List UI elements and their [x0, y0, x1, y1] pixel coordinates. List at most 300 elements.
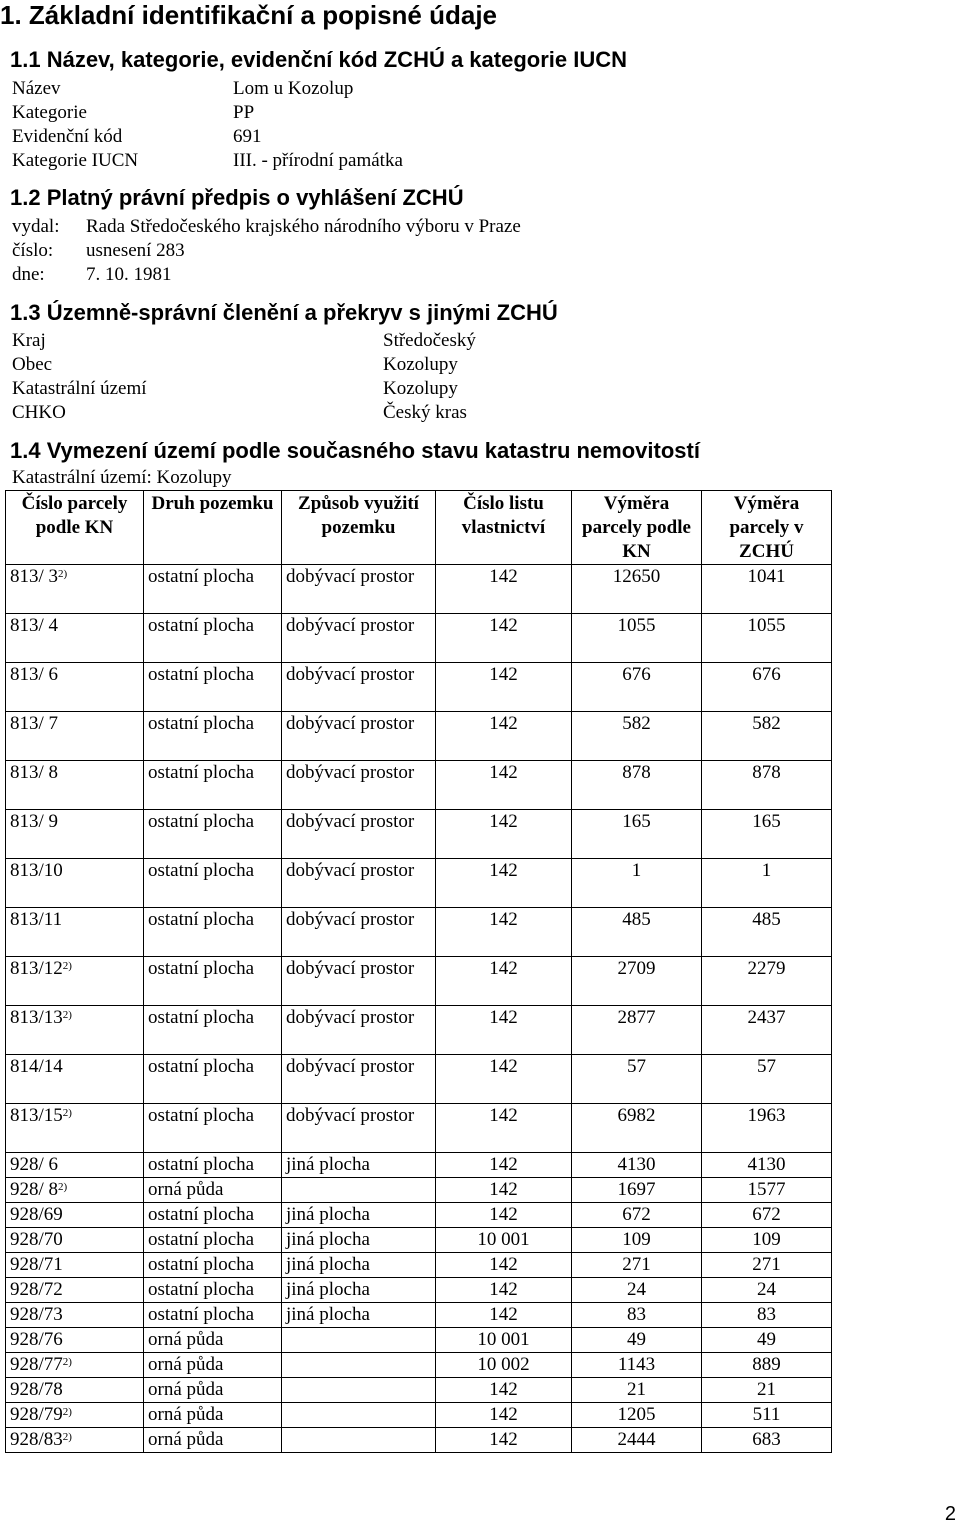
cell-parcel-number — [6, 957, 144, 1006]
cell-land-kind-text: orná půda — [148, 1429, 224, 1450]
cell-area-zchu-text: 1 — [761, 860, 772, 881]
cell-land-kind-text: ostatní plocha — [148, 1229, 255, 1250]
cell-area-zchu-text: 109 — [752, 1229, 781, 1250]
cell-land-kind — [144, 565, 282, 614]
cell-area-zchu-text: 1041 — [747, 566, 786, 587]
cell-land-kind — [144, 810, 282, 859]
table-row — [6, 1228, 832, 1253]
value-chko: Český kras — [383, 402, 467, 423]
cell-land-kind — [144, 1278, 282, 1303]
cell-area-kn — [572, 1428, 702, 1453]
cell-parcel-number — [6, 663, 144, 712]
header-land-use: Způsob využití pozemku — [282, 491, 436, 565]
cell-ownership-sheet — [436, 1328, 572, 1353]
cell-area-kn-text: 582 — [622, 713, 651, 734]
cell-land-use — [282, 1178, 436, 1203]
cell-land-kind — [144, 1006, 282, 1055]
cell-area-zchu-text: 2437 — [747, 1007, 786, 1028]
cell-parcel-number-text: 813/13 — [10, 1007, 63, 1028]
cell-area-zchu-text: 878 — [752, 762, 781, 783]
cell-land-use-text: dobývací prostor — [286, 909, 415, 930]
cell-parcel-number — [6, 1303, 144, 1328]
cell-area-kn-text: 485 — [622, 909, 651, 930]
cell-land-kind-text: ostatní plocha — [148, 713, 255, 734]
cell-area-kn-text: 57 — [627, 1056, 646, 1077]
cell-area-zchu — [702, 957, 832, 1006]
cell-area-kn-text: 1143 — [617, 1354, 656, 1375]
table-row — [6, 1328, 832, 1353]
cell-land-use — [282, 761, 436, 810]
cell-area-kn-text: 83 — [627, 1304, 646, 1325]
table-header-row — [6, 491, 832, 565]
cell-ownership-sheet-text: 142 — [489, 1404, 518, 1425]
cell-ownership-sheet-text: 142 — [489, 615, 518, 636]
table-row — [6, 1153, 832, 1178]
cell-area-zchu — [702, 859, 832, 908]
cell-land-kind — [144, 1428, 282, 1453]
cell-land-use-text: dobývací prostor — [286, 566, 415, 587]
footnote-marker: 2) — [62, 1406, 72, 1418]
cell-ownership-sheet-text: 10 001 — [477, 1229, 530, 1250]
cell-ownership-sheet — [436, 1178, 572, 1203]
cell-land-kind — [144, 1178, 282, 1203]
cell-ownership-sheet — [436, 1104, 572, 1153]
cell-parcel-number-text: 928/83 — [10, 1429, 63, 1450]
cell-area-kn — [572, 1153, 702, 1178]
value-vydal: Rada Středočeského krajského národního výboru v Praze — [86, 216, 521, 237]
table-row — [6, 614, 832, 663]
label-obec: Obec — [12, 354, 53, 375]
cell-parcel-number — [6, 712, 144, 761]
cell-parcel-number — [6, 908, 144, 957]
cell-area-zchu-text: 24 — [757, 1279, 776, 1300]
value-kategorie: PP — [233, 102, 255, 123]
cell-parcel-number-text: 813/10 — [10, 860, 63, 881]
cell-ownership-sheet-text: 142 — [489, 1007, 518, 1028]
cell-ownership-sheet-text: 142 — [489, 713, 518, 734]
cell-land-use-text: dobývací prostor — [286, 958, 415, 979]
cell-land-kind-text: ostatní plocha — [148, 1204, 255, 1225]
cell-parcel-number-text: 814/14 — [10, 1056, 63, 1077]
cell-area-kn-text: 109 — [622, 1229, 651, 1250]
cell-land-kind-text: ostatní plocha — [148, 1056, 255, 1077]
cell-land-kind-text: ostatní plocha — [148, 1105, 255, 1126]
cell-land-kind-text: orná půda — [148, 1354, 224, 1375]
label-chko: CHKO — [12, 402, 66, 423]
cell-land-kind — [144, 614, 282, 663]
cell-area-zchu-text: 1963 — [747, 1105, 786, 1126]
cell-area-kn — [572, 908, 702, 957]
cell-area-kn-text: 6982 — [617, 1105, 656, 1126]
cell-land-kind-text: orná půda — [148, 1404, 224, 1425]
table-row — [6, 908, 832, 957]
cell-parcel-number-text: 928/ 8 — [10, 1179, 59, 1200]
cell-land-kind-text: ostatní plocha — [148, 1254, 255, 1275]
cell-land-kind-text: ostatní plocha — [148, 1007, 255, 1028]
cell-ownership-sheet-text: 142 — [489, 1204, 518, 1225]
cell-land-use — [282, 1228, 436, 1253]
table-row — [6, 1055, 832, 1104]
cell-parcel-number — [6, 1203, 144, 1228]
label-dne: dne: — [12, 264, 45, 285]
cell-area-zchu-text: 683 — [752, 1429, 781, 1450]
cell-parcel-number — [6, 1403, 144, 1428]
cell-area-kn-text: 24 — [627, 1279, 646, 1300]
cell-land-use — [282, 1278, 436, 1303]
cell-area-zchu-text: 889 — [752, 1354, 781, 1375]
cell-area-kn — [572, 1006, 702, 1055]
cell-parcel-number-text: 813/ 7 — [10, 713, 59, 734]
cell-area-kn-text: 878 — [622, 762, 651, 783]
cell-parcel-number — [6, 1228, 144, 1253]
cell-area-kn — [572, 1278, 702, 1303]
table-row — [6, 712, 832, 761]
cell-ownership-sheet-text: 142 — [489, 1429, 518, 1450]
value-kraj: Středočeský — [383, 330, 476, 351]
table-row — [6, 859, 832, 908]
cell-ownership-sheet — [436, 1253, 572, 1278]
footnote-marker: 2) — [62, 960, 72, 972]
cell-area-zchu-text: 1577 — [747, 1179, 786, 1200]
cell-ownership-sheet-text: 142 — [489, 762, 518, 783]
cell-ownership-sheet — [436, 565, 572, 614]
cell-area-zchu — [702, 908, 832, 957]
table-row — [6, 957, 832, 1006]
cell-parcel-number — [6, 1428, 144, 1453]
cell-area-kn-text: 1205 — [617, 1404, 656, 1425]
parcel-table-body — [6, 565, 832, 1453]
cell-ownership-sheet-text: 142 — [489, 1056, 518, 1077]
cell-area-zchu — [702, 614, 832, 663]
cell-land-use — [282, 908, 436, 957]
cell-ownership-sheet-text: 142 — [489, 1304, 518, 1325]
cell-parcel-number — [6, 1328, 144, 1353]
cell-ownership-sheet-text: 142 — [489, 1379, 518, 1400]
cell-area-zchu — [702, 663, 832, 712]
cell-area-zchu-text: 165 — [752, 811, 781, 832]
cell-land-kind — [144, 761, 282, 810]
cell-land-use — [282, 1153, 436, 1178]
cell-land-use-text: dobývací prostor — [286, 1105, 415, 1126]
cell-land-use — [282, 712, 436, 761]
cell-land-kind — [144, 1253, 282, 1278]
cell-land-use — [282, 663, 436, 712]
cell-area-kn-text: 49 — [627, 1329, 646, 1350]
cell-ownership-sheet — [436, 1203, 572, 1228]
cell-parcel-number — [6, 761, 144, 810]
cell-land-use — [282, 810, 436, 859]
page-number: 2 — [944, 1503, 956, 1525]
cell-ownership-sheet — [436, 1006, 572, 1055]
cell-ownership-sheet-text: 142 — [489, 958, 518, 979]
cell-area-kn-text: 2444 — [617, 1429, 656, 1450]
label-nazev: Název — [12, 78, 61, 99]
cell-ownership-sheet — [436, 1055, 572, 1104]
label-katastralni-uzemi: Katastrální území — [12, 378, 147, 399]
cell-area-zchu — [702, 1178, 832, 1203]
header-parcel-number: Číslo parcely podle KN — [6, 491, 144, 565]
cell-land-kind — [144, 1353, 282, 1378]
label-evidencni-kod: Evidenční kód — [12, 126, 123, 147]
table-row — [6, 565, 832, 614]
cell-parcel-number-text: 928/70 — [10, 1229, 63, 1250]
cell-parcel-number — [6, 859, 144, 908]
table-row — [6, 1353, 832, 1378]
cell-area-zchu-text: 511 — [752, 1404, 781, 1425]
cell-parcel-number — [6, 565, 144, 614]
cell-area-kn-text: 1 — [631, 860, 642, 881]
cell-area-kn-text: 1697 — [617, 1179, 656, 1200]
cell-parcel-number — [6, 810, 144, 859]
cell-area-kn — [572, 957, 702, 1006]
cell-area-kn-text: 2709 — [617, 958, 656, 979]
cell-land-kind — [144, 1055, 282, 1104]
cell-ownership-sheet — [436, 1303, 572, 1328]
cell-ownership-sheet — [436, 810, 572, 859]
cell-parcel-number — [6, 1378, 144, 1403]
section-1-title: 1. Základní identifikační a popisné údaje — [0, 0, 498, 30]
value-nazev: Lom u Kozolup — [233, 78, 354, 99]
cell-parcel-number-text: 813/12 — [10, 958, 63, 979]
cell-area-kn — [572, 859, 702, 908]
cell-area-kn-text: 4130 — [617, 1154, 656, 1175]
table-row — [6, 1104, 832, 1153]
cell-ownership-sheet-text: 142 — [489, 664, 518, 685]
label-kategorie-iucn: Kategorie IUCN — [12, 150, 139, 171]
cell-parcel-number-text: 928/71 — [10, 1254, 63, 1275]
cell-area-zchu — [702, 565, 832, 614]
cell-land-kind-text: ostatní plocha — [148, 1154, 255, 1175]
cell-land-use — [282, 1055, 436, 1104]
cell-ownership-sheet — [436, 1428, 572, 1453]
cell-ownership-sheet — [436, 1378, 572, 1403]
cell-area-zchu — [702, 712, 832, 761]
value-dne: 7. 10. 1981 — [86, 264, 172, 285]
cell-area-kn — [572, 712, 702, 761]
footnote-marker: 2) — [62, 1356, 72, 1368]
table-row — [6, 810, 832, 859]
cell-parcel-number-text: 928/77 — [10, 1354, 63, 1375]
cell-area-zchu-text: 271 — [752, 1254, 781, 1275]
cell-land-kind — [144, 712, 282, 761]
cell-land-use — [282, 565, 436, 614]
cadastre-label: Katastrální území: Kozolupy — [12, 467, 232, 488]
cell-land-kind — [144, 1328, 282, 1353]
cell-ownership-sheet — [436, 663, 572, 712]
cell-area-kn — [572, 1353, 702, 1378]
cell-land-kind — [144, 1203, 282, 1228]
cell-ownership-sheet-text: 10 002 — [477, 1354, 530, 1375]
table-row — [6, 1303, 832, 1328]
cell-area-kn — [572, 1328, 702, 1353]
table-row — [6, 1278, 832, 1303]
cell-parcel-number — [6, 1006, 144, 1055]
cell-land-kind-text: ostatní plocha — [148, 566, 255, 587]
cell-area-kn — [572, 1253, 702, 1278]
footnote-marker: 2) — [62, 1431, 72, 1443]
cell-area-zchu-text: 4130 — [747, 1154, 786, 1175]
cell-land-kind — [144, 957, 282, 1006]
cell-land-kind — [144, 663, 282, 712]
cell-area-zchu — [702, 1378, 832, 1403]
cell-area-kn-text: 676 — [622, 664, 651, 685]
cell-parcel-number-text: 928/78 — [10, 1379, 63, 1400]
footnote-marker: 2) — [58, 568, 68, 580]
cell-area-kn-text: 1055 — [617, 615, 656, 636]
cell-ownership-sheet — [436, 957, 572, 1006]
cell-parcel-number-text: 928/69 — [10, 1204, 63, 1225]
cell-area-kn-text: 12650 — [612, 566, 661, 587]
cell-land-kind-text: orná půda — [148, 1329, 224, 1350]
footnote-marker: 2) — [58, 1181, 68, 1193]
cell-ownership-sheet — [436, 1278, 572, 1303]
cell-parcel-number-text: 813/ 9 — [10, 811, 59, 832]
cell-area-zchu — [702, 1006, 832, 1055]
cell-area-kn — [572, 1104, 702, 1153]
cell-area-zchu — [702, 1303, 832, 1328]
cell-land-use-text: dobývací prostor — [286, 860, 415, 881]
cell-land-use-text: jiná plocha — [286, 1204, 370, 1225]
cell-land-kind-text: ostatní plocha — [148, 909, 255, 930]
cell-land-use — [282, 1303, 436, 1328]
cell-area-zchu-text: 676 — [752, 664, 781, 685]
cell-land-kind-text: ostatní plocha — [148, 664, 255, 685]
table-row — [6, 1203, 832, 1228]
cell-land-use — [282, 614, 436, 663]
cell-parcel-number — [6, 1055, 144, 1104]
cell-land-use-text: jiná plocha — [286, 1254, 370, 1275]
cell-land-kind-text: ostatní plocha — [148, 811, 255, 832]
value-kategorie-iucn: III. - přírodní památka — [233, 150, 403, 171]
cell-area-zchu — [702, 1328, 832, 1353]
cell-ownership-sheet — [436, 761, 572, 810]
cell-parcel-number — [6, 1353, 144, 1378]
cell-land-use-text: dobývací prostor — [286, 1007, 415, 1028]
cell-area-zchu — [702, 1104, 832, 1153]
cell-land-kind — [144, 1403, 282, 1428]
header-area-kn: Výměra parcely podle KN — [572, 491, 702, 565]
cell-area-kn-text: 2877 — [617, 1007, 656, 1028]
cell-ownership-sheet — [436, 908, 572, 957]
cell-land-kind — [144, 1104, 282, 1153]
cell-ownership-sheet-text: 142 — [489, 811, 518, 832]
cell-land-kind-text: ostatní plocha — [148, 762, 255, 783]
cell-land-kind — [144, 908, 282, 957]
header-ownership-sheet: Číslo listu vlastnictví — [436, 491, 572, 565]
cell-land-kind-text: ostatní plocha — [148, 1304, 255, 1325]
cell-land-use-text: jiná plocha — [286, 1229, 370, 1250]
cell-parcel-number-text: 813/ 3 — [10, 566, 59, 587]
cell-ownership-sheet — [436, 1353, 572, 1378]
value-obec: Kozolupy — [383, 354, 458, 375]
cell-ownership-sheet — [436, 859, 572, 908]
cell-parcel-number-text: 813/ 4 — [10, 615, 59, 636]
cell-land-kind-text: orná půda — [148, 1179, 224, 1200]
cell-parcel-number — [6, 1104, 144, 1153]
cell-ownership-sheet-text: 142 — [489, 1254, 518, 1275]
cell-ownership-sheet — [436, 712, 572, 761]
cell-area-kn — [572, 1303, 702, 1328]
table-row — [6, 1403, 832, 1428]
value-evidencni-kod: 691 — [233, 126, 262, 147]
cell-land-kind-text: ostatní plocha — [148, 958, 255, 979]
header-area-zchu: Výměra parcely v ZCHÚ — [702, 491, 832, 565]
cell-land-use — [282, 1203, 436, 1228]
cell-land-use-text: dobývací prostor — [286, 762, 415, 783]
cell-land-use-text: dobývací prostor — [286, 713, 415, 734]
section-1-1-title: 1.1 Název, kategorie, evidenční kód ZCHÚ a kategorie IUCN — [10, 47, 628, 72]
cell-area-kn — [572, 1228, 702, 1253]
cell-area-zchu — [702, 761, 832, 810]
cell-land-kind-text: ostatní plocha — [148, 615, 255, 636]
cell-parcel-number-text: 813/11 — [10, 909, 63, 930]
cell-land-use — [282, 1403, 436, 1428]
cell-area-zchu-text: 485 — [752, 909, 781, 930]
cell-area-kn — [572, 761, 702, 810]
cell-parcel-number-text: 928/73 — [10, 1304, 63, 1325]
cell-parcel-number — [6, 1178, 144, 1203]
cell-land-use — [282, 1378, 436, 1403]
footnote-marker: 2) — [62, 1107, 72, 1119]
cell-parcel-number-text: 928/79 — [10, 1404, 63, 1425]
value-cislo: usnesení 283 — [86, 240, 185, 261]
cell-area-zchu — [702, 1403, 832, 1428]
cell-land-kind-text: ostatní plocha — [148, 860, 255, 881]
cell-land-kind — [144, 1153, 282, 1178]
cell-ownership-sheet — [436, 1403, 572, 1428]
table-row — [6, 1428, 832, 1453]
cell-area-kn-text: 21 — [627, 1379, 646, 1400]
cell-ownership-sheet — [436, 1153, 572, 1178]
cell-area-zchu — [702, 1253, 832, 1278]
table-row — [6, 1178, 832, 1203]
cell-land-use-text: dobývací prostor — [286, 811, 415, 832]
cell-area-zchu — [702, 1228, 832, 1253]
label-cislo: číslo: — [12, 240, 54, 261]
cell-land-use — [282, 1428, 436, 1453]
cell-land-kind — [144, 1228, 282, 1253]
cell-area-zchu-text: 672 — [752, 1204, 781, 1225]
cell-land-kind — [144, 1378, 282, 1403]
cell-land-use — [282, 957, 436, 1006]
cell-land-use-text: dobývací prostor — [286, 1056, 415, 1077]
cell-land-use — [282, 1253, 436, 1278]
cell-land-kind-text: orná půda — [148, 1379, 224, 1400]
cell-parcel-number-text: 928/72 — [10, 1279, 63, 1300]
cell-area-zchu — [702, 1353, 832, 1378]
table-row — [6, 1006, 832, 1055]
cell-area-kn — [572, 614, 702, 663]
label-vydal: vydal: — [12, 216, 60, 237]
cell-area-kn-text: 271 — [622, 1254, 651, 1275]
cell-area-zchu-text: 57 — [757, 1056, 776, 1077]
cell-ownership-sheet-text: 142 — [489, 860, 518, 881]
cell-area-kn — [572, 1403, 702, 1428]
cell-parcel-number — [6, 1278, 144, 1303]
cell-area-zchu-text: 2279 — [747, 958, 786, 979]
cell-ownership-sheet-text: 142 — [489, 909, 518, 930]
value-katastralni-uzemi: Kozolupy — [383, 378, 458, 399]
footnote-marker: 2) — [62, 1009, 72, 1021]
cell-area-zchu-text: 49 — [757, 1329, 776, 1350]
table-row — [6, 761, 832, 810]
cell-ownership-sheet-text: 142 — [489, 1105, 518, 1126]
cell-land-use-text: jiná plocha — [286, 1279, 370, 1300]
cell-area-kn — [572, 1378, 702, 1403]
cell-parcel-number-text: 928/ 6 — [10, 1154, 59, 1175]
cell-land-use-text: dobývací prostor — [286, 615, 415, 636]
table-row — [6, 1253, 832, 1278]
